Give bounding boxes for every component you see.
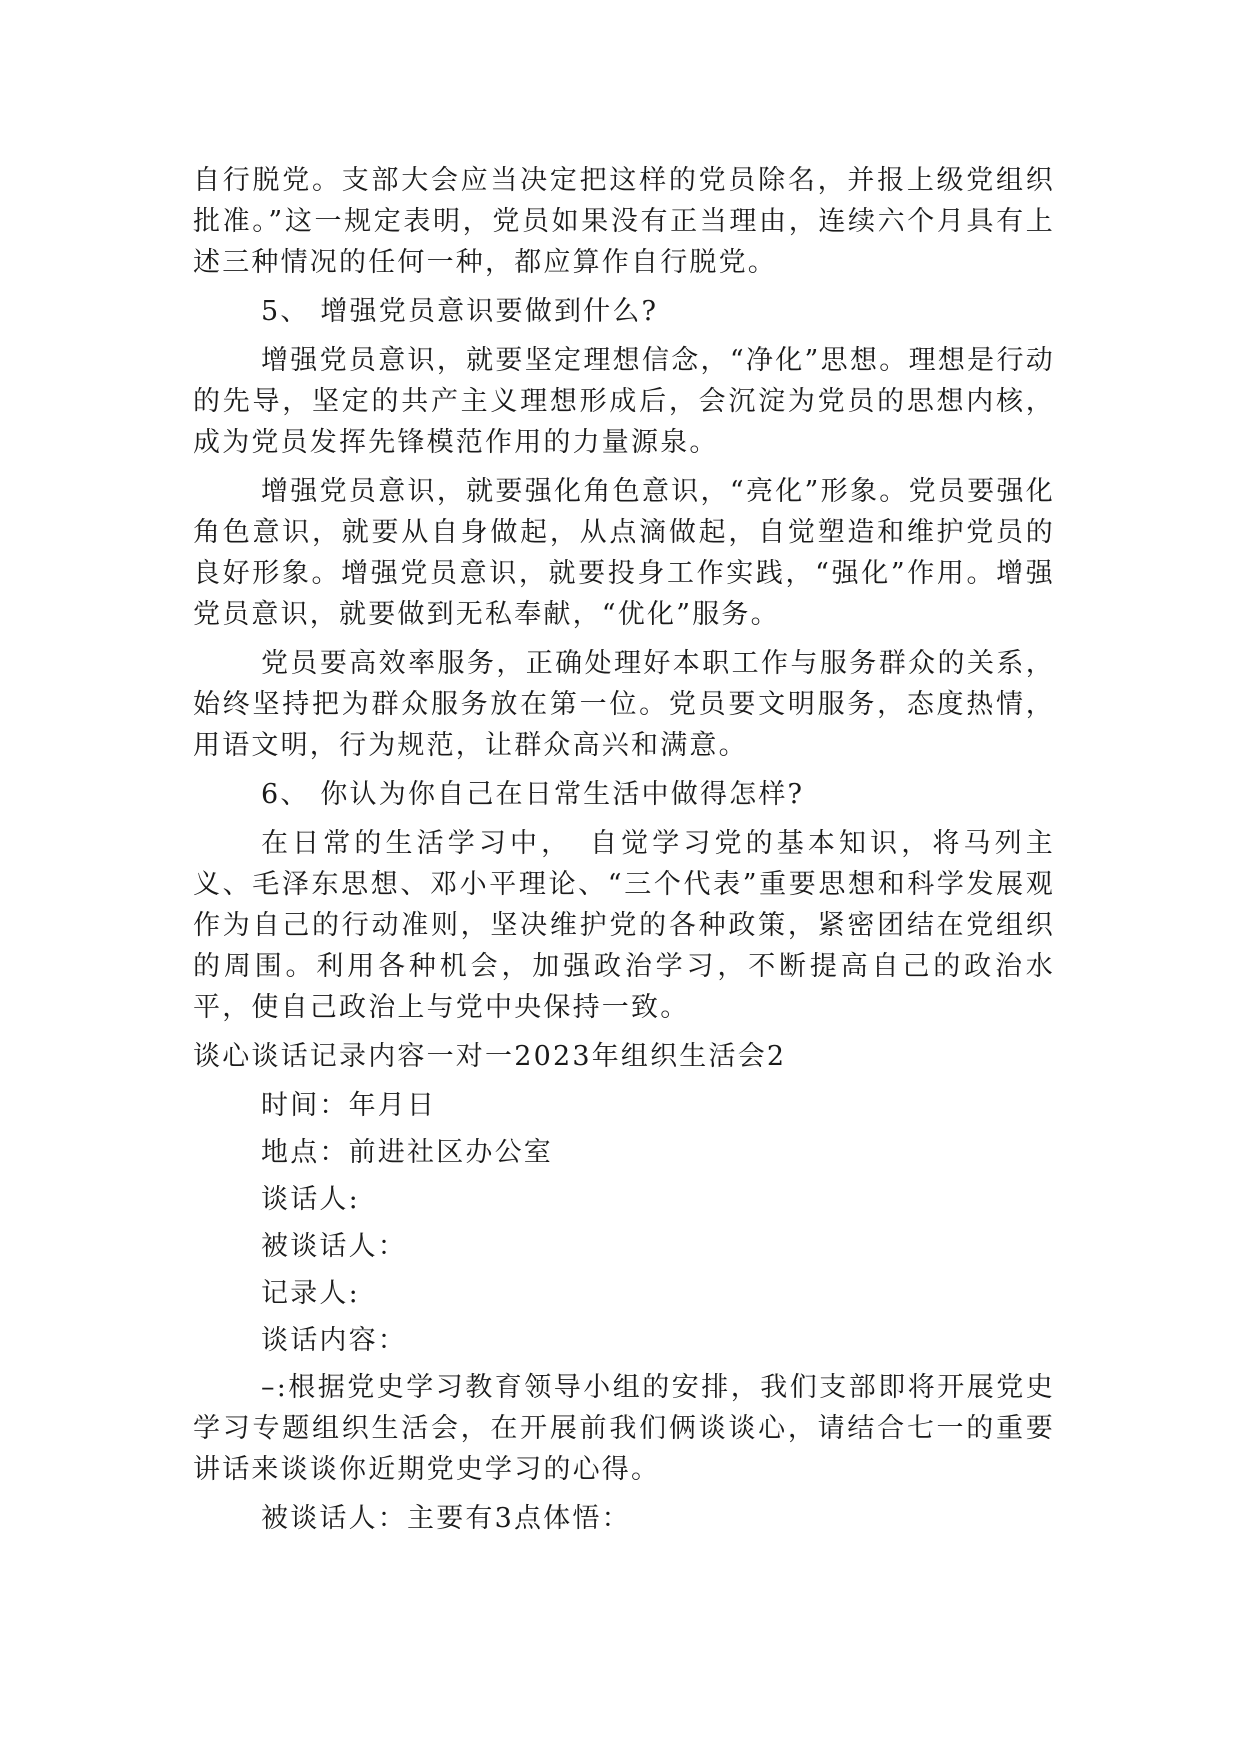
field-content-label: 谈话内容： — [261, 1325, 407, 1356]
field-talker: 谈话人: — [261, 1184, 360, 1215]
question-5: 5、 增强党员意识要做到什么? — [261, 296, 659, 327]
paragraph-reply-intro: 被谈话人：主要有3点体悟： — [261, 1503, 631, 1534]
paragraph-service: 党员要高效率服务，正确处理好本职工作与服务群众的关系，始终坚持把为群众服务放在第一位。党员要文明服务，态度热情，用语文明，行为规范，让群众高兴和满意。 — [193, 648, 1055, 761]
field-talkee: 被谈话人： — [261, 1231, 407, 1262]
field-recorder: 记录人: — [261, 1278, 360, 1309]
section-heading: 谈心谈话记录内容一对一2023年组织生活会2 — [193, 1041, 787, 1072]
paragraph-opening-remark: –:根据党史学习教育领导小组的安排，我们支部即将开展党史学习专题组织生活会，在开展前我们俩谈谈心，请结合七一的重要讲话来谈谈你近期党史学习的心得。 — [193, 1372, 1055, 1485]
question-6: 6、 你认为你自己在日常生活中做得怎样? — [261, 779, 805, 810]
paragraph-role-awareness: 增强党员意识，就要强化角色意识，“亮化”形象。党员要强化角色意识，就要从自身做起，从点滴做起，自觉塑造和维护党员的良好形象。增强党员意识，就要投身工作实践，“强化”作用。增强党员意识，就要做到无私奉献，“优化”服务。 — [193, 476, 1055, 630]
field-time: 时间：年月日 — [261, 1090, 437, 1121]
document-body — [193, 160, 1055, 1545]
paragraph-continuation: 自行脱党。支部大会应当决定把这样的党员除名，并报上级党组织批准。”这一规定表明，党员如果没有正当理由，连续六个月具有上述三种情况的任何一种，都应算作自行脱党。 — [193, 165, 1055, 278]
field-place: 地点：前进社区办公室 — [261, 1137, 553, 1168]
paragraph-ideals: 增强党员意识，就要坚定理想信念，“净化”思想。理想是行动的先导，坚定的共产主义理想形成后，会沉淀为党员的思想内核，成为党员发挥先锋模范作用的力量源泉。 — [193, 345, 1055, 458]
paragraph-daily-study: 在日常的生活学习中， 自觉学习党的基本知识，将马列主义、毛泽东思想、邓小平理论、“三个代表”重要思想和科学发展观作为自己的行动准则，坚决维护党的各种政策，紧密团结在党组织的周围。利用各种机会，加强政治学习，不断提高自己的政治水平，使自己政治上与党中央保持一致。 — [193, 828, 1055, 1023]
